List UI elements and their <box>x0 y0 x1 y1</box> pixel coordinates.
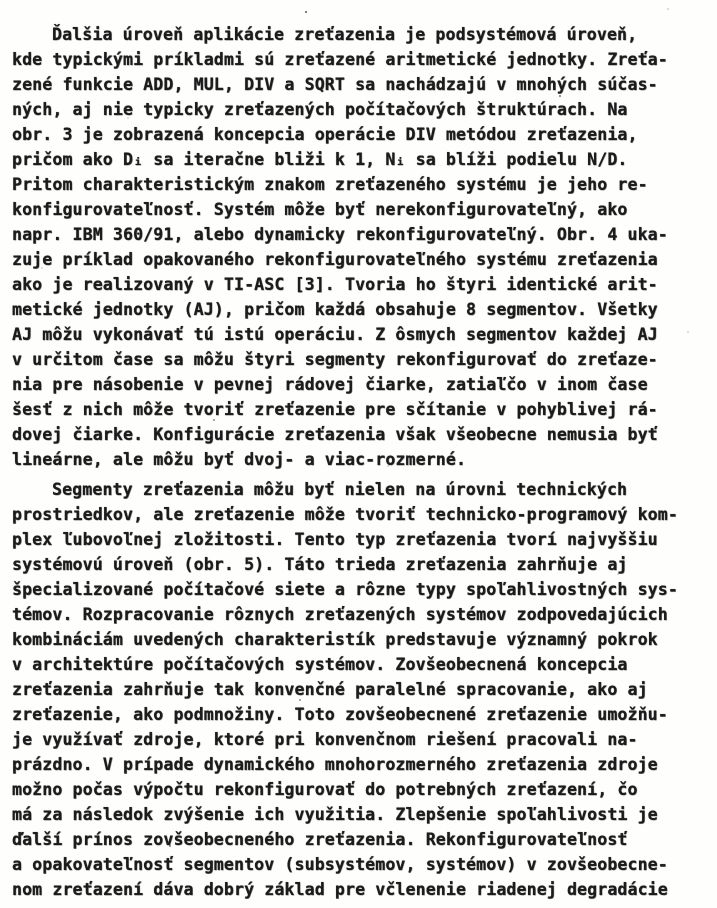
text-line: systémovú úroveň (obr. 5). Táto trieda zreťazenia zahrňuje aj <box>12 555 628 574</box>
text-line: prázdno. V prípade dynamického mnohorozmerného zreťazenia zdroje <box>12 755 658 774</box>
text-line: zreťazenie, ako podmnožiny. Toto zovšeobecnené zreťazenie umožňu- <box>12 705 668 724</box>
text-line: zuje príklad opakovaného rekonfigurovateľného systému zreťazenia <box>12 250 658 269</box>
text-line: kde typickými príkladmi sú zreťazené aritmetické jednotky. Zreťa- <box>12 50 668 69</box>
document-text <box>12 22 707 902</box>
text-line: v určitom čase sa môžu štyri segmenty rekonfigurovať do zreťaze- <box>12 350 658 369</box>
text-line: plex ľubovoľnej zložitosti. Tento typ zreťazenia tvorí najvyššiu <box>12 530 658 549</box>
text-line: zené funkcie ADD, MUL, DIV a SQRT sa nachádzajú v mnohých súčas- <box>12 75 658 94</box>
text-line: lineárne, ale môžu byť dvoj- a viac-rozmerné. <box>12 450 467 469</box>
text-line: témov. Rozpracovanie rôznych zreťazených systémov zodpovedajúcich <box>12 605 668 624</box>
text-line: zreťazenia zahrňuje tak konvenčné paralelné spracovanie, ako aj <box>12 680 648 699</box>
text-line: v architektúre počítačových systémov. Zovšeobecnená koncepcia <box>12 655 628 674</box>
text-line: Ďalšia úroveň aplikácie zreťazenia je podsystémová úroveň, <box>52 25 638 44</box>
text-line: dovej čiarke. Konfigurácie zreťazenia však všeobecne nemusia byť <box>12 425 658 444</box>
text-line: metické jednotky (AJ), pričom každá obsahuje 8 segmentov. Všetky <box>12 300 658 319</box>
text-line: kombináciám uvedených charakteristík predstavuje významný pokrok <box>12 630 658 649</box>
text-line: napr. IBM 360/91, alebo dynamicky rekonfigurovateľný. Obr. 4 uka- <box>12 225 668 244</box>
text-line: ďalší prínos zovšeobecneného zreťazenia. Rekonfigurovateľnosť <box>12 830 628 849</box>
text-line: má za následok zvýšenie ich využitia. Zlepšenie spoľahlivosti je <box>12 805 658 824</box>
text-line: ako je realizovaný v TI-ASC [3]. Tvoria ho štyri identické arit- <box>12 275 658 294</box>
text-line: šesť z nich môže tvoriť zreťazenie pre sčítanie v pohyblivej rá- <box>12 400 658 419</box>
paragraph <box>12 22 707 472</box>
text-line: Segmenty zreťazenia môžu byť nielen na úrovni technických <box>52 480 628 499</box>
text-line: ných, aj nie typicky zreťazených počítačových štruktúrach. Na <box>12 100 628 119</box>
text-line: AJ môžu vykonávať tú istú operáciu. Z ôsmych segmentov každej AJ <box>12 325 658 344</box>
text-line: a opakovateľnosť segmentov (subsystémov, systémov) v zovšeobecne- <box>12 855 668 874</box>
text-line: obr. 3 je zobrazená koncepcia operácie DIV metódou zreťazenia, <box>12 125 638 144</box>
text-line: nia pre násobenie v pevnej rádovej čiarke, zatiaľčo v inom čase <box>12 375 648 394</box>
text-line: špecializované počítačové siete a rôzne typy spoľahlivostných sys- <box>12 580 678 599</box>
text-line: Pritom charakteristickým znakom zreťazeného systému je jeho re- <box>12 175 648 194</box>
text-line: prostriedkov, ale zreťazenie môže tvoriť technicko-programový kom- <box>12 505 678 524</box>
text-line: je využívať zdroje, ktoré pri konvenčnom riešení pracovali na- <box>12 730 638 749</box>
text-line: nom zreťazení dáva dobrý základ pre včlenenie riadenej degradácie <box>12 880 668 899</box>
text-line: konfigurovateľnosť. Systém môže byť nerekonfigurovateľný, ako <box>12 200 628 219</box>
text-line: možno počas výpočtu rekonfigurovať do potrebných zreťazení, čo <box>12 780 638 799</box>
paragraph <box>12 477 707 902</box>
text-line: pričom ako Dᵢ sa iteračne bliži k 1, Nᵢ sa blíži podielu N/D. <box>12 150 628 169</box>
